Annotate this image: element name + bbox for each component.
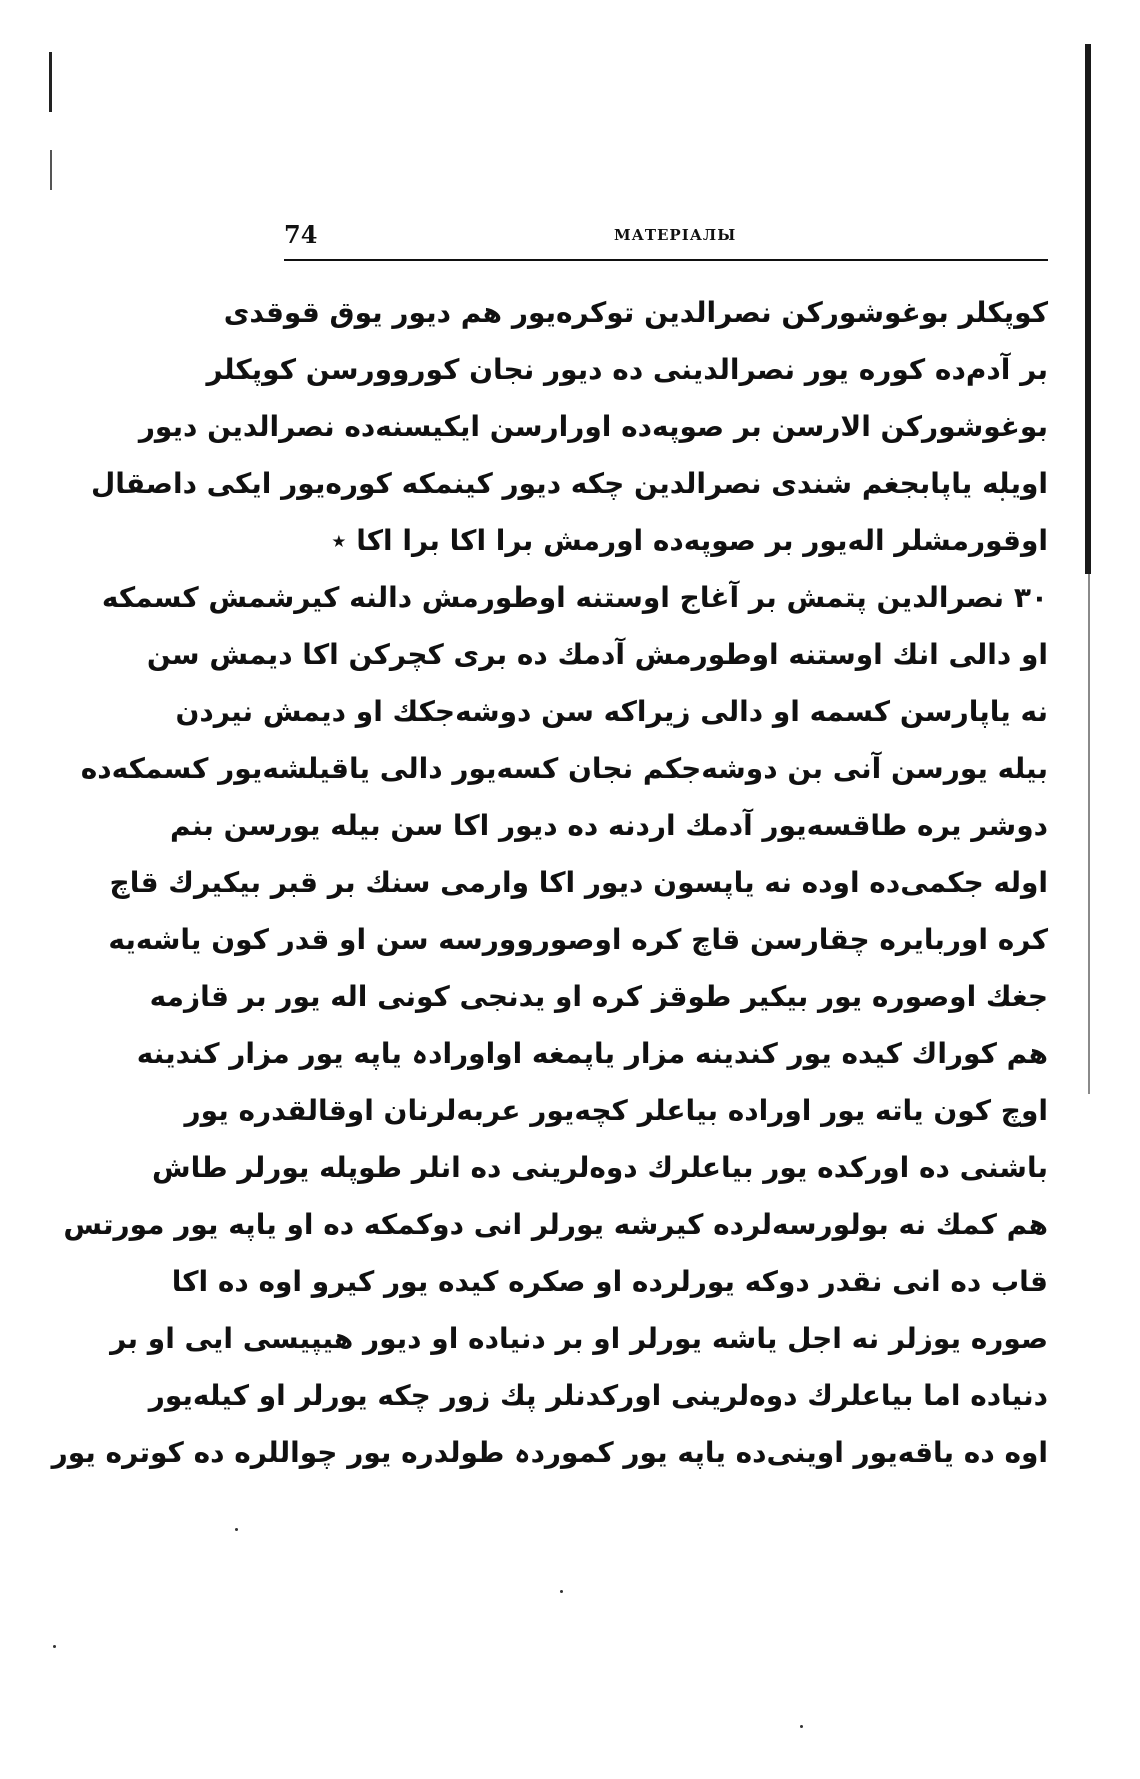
text-line: بر آدم‌ده کوره یور نصرالدینی ده دیور نجان کوروورسن کوپکلر (206, 353, 1048, 386)
scan-edge-right (1085, 44, 1091, 574)
text-line: اوه ده یاقه‌یور اوینی‌ده یاپه یور کموردہ طولدره یور چواللره ده کوتره یور (51, 1436, 1048, 1469)
text-line: قاب ده انی نقدر دوکه یورلرده او صکره کیده یور کیرو اوه ده اکا (171, 1265, 1048, 1298)
text-line: بوغوشورکن الارسن بر صوپه‌ده اورارسن ایکیسنه‌ده نصرالدین دیور (138, 410, 1048, 443)
body-text (51, 284, 1048, 1481)
scan-speck (800, 1725, 803, 1728)
header-rule (284, 259, 1048, 261)
scan-edge-left-mark (50, 150, 52, 190)
scan-speck (235, 1528, 238, 1531)
text-line: اوچ کون یاته یور اوراده بیاعلر کچه‌یور عربه‌لرنان اوقالقدره یور (184, 1094, 1048, 1127)
text-line: کوپکلر بوغوشورکن نصرالدین توکره‌یور هم دیور یوق قوقدی (223, 296, 1048, 329)
text-line: اوله جکمی‌ده اوده نه یاپسون دیور اکا وارمی سنك بر قبر بیکیرك قاچ (109, 866, 1048, 899)
text-line: هم کمك نه بولورسه‌لرده کیرشه یورلر انی دوکمکه ده او یاپه یور مورتس (63, 1208, 1048, 1241)
text-line: دنیاده اما بیاعلرك دوه‌لرینی اورکدنلر پك زور چکه یورلر او کیله‌یور (148, 1379, 1048, 1412)
text-line: اوقورمشلر اله‌یور بر صوپه‌ده اورمش برا اکا برا اکا ٭ (331, 524, 1048, 557)
scan-edge-right-shadow (1088, 574, 1090, 1094)
text-line: باشنی ده اورکده یور بیاعلرك دوه‌لرینی ده انلر طوپله یورلر طاش (152, 1151, 1048, 1184)
page-number: 74 (284, 220, 318, 249)
text-line: کره اوربایره چقارسن قاچ کره اوصوروورسه سن او قدر کون یاشه‌یه‌ (108, 923, 1048, 956)
text-line: دوشر یره طاقسه‌یور آدمك اردنه ده دیور اکا سن بیله یورسن بنم (169, 809, 1048, 842)
running-head: МАТЕРІАЛЫ (614, 226, 737, 244)
text-line: صوره یوزلر نه اجل یاشه یورلر او بر دنیاده او دیور هیپیسی ایی او بر (110, 1322, 1048, 1355)
text-line: اویله یاپابجغم شندی نصرالدین چکه دیور کینمکه کوره‌یور ایکی داصقال (90, 467, 1048, 500)
text-line: بیله یورسن آنی بن دوشه‌جکم نجان کسه‌یور دالی یاقیلشه‌یور کسمکه‌ده (80, 752, 1048, 785)
page-header (284, 216, 1048, 256)
scan-speck (560, 1590, 563, 1593)
scan-speck (53, 1645, 56, 1648)
text-line: او دالی انك اوستنه اوطورمش آدمك ده بری کچرکن اکا دیمش سن (146, 638, 1048, 671)
text-line: ۳۰ نصرالدین پتمش بر آغاج اوستنه اوطورمش دالنه کیرشمش کسمکه (101, 581, 1048, 614)
text-line: جغك اوصوره یور بیکیر طوقز کره او یدنجی کونی اله یور بر قازمه (149, 980, 1048, 1013)
text-line: هم کوراك کیده یور کندینه مزار یاپمغه اواورادہ یاپه یور مزار کندینه (136, 1037, 1048, 1070)
scan-edge-left (49, 52, 52, 112)
text-line: نه یاپارسن کسمه او دالی زیراکه سن دوشه‌جکك او دیمش نیردن (175, 695, 1048, 728)
